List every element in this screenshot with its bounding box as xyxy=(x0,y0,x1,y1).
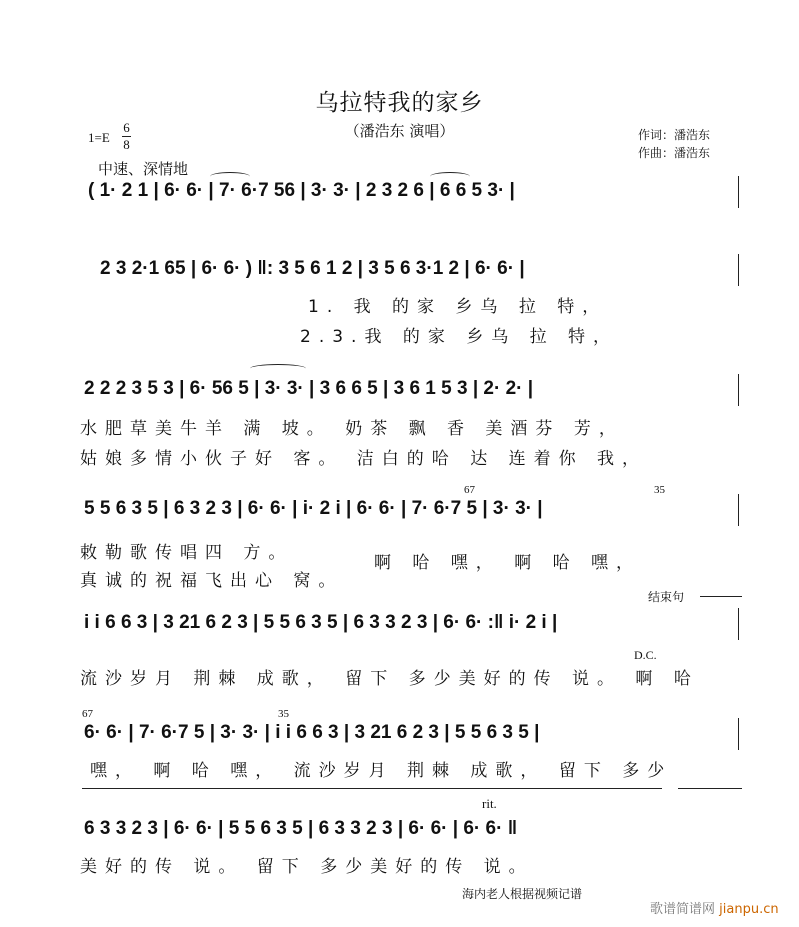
tie xyxy=(210,172,250,181)
lyric-line: 美好的传 说。 留下 多少美好的传 说。 xyxy=(80,857,534,877)
ending-bracket xyxy=(700,596,742,597)
staff-line-5 xyxy=(78,612,758,652)
section-line xyxy=(678,788,742,789)
time-signature: 6 8 xyxy=(123,120,130,152)
staff-line-1 xyxy=(78,180,758,220)
notes: ( 1· 2 1 | 6· 6· | 7· 6·7 56 | 3· 3· | 2 3 2 6 | 6 6 5 3· | xyxy=(88,180,515,201)
lyric-line: 流沙岁月 荆棘 成歌， 留下 多少美好的传 说。 啊 哈 xyxy=(80,669,699,689)
grace-note: 67 xyxy=(464,484,475,496)
grace-note: 35 xyxy=(278,708,289,720)
barline xyxy=(738,608,739,640)
staff-line-3 xyxy=(78,378,758,418)
grace-note: 35 xyxy=(654,484,665,496)
lyric-verse-2: 真诚的祝福飞出心 窝。 xyxy=(80,571,344,591)
da-capo: D.C. xyxy=(634,648,657,662)
composer: 作曲：潘浩东 xyxy=(638,146,711,160)
notes: 6 3 3 2 3 | 6· 6· | 5 5 6 3 5 | 6 3 3 2 3 | 6· 6· | 6· 6· ‖ xyxy=(84,818,518,839)
key-signature: 1=E xyxy=(88,130,110,145)
transcriber-note: 海内老人根据视频记谱 xyxy=(462,887,583,901)
lyric-refrain: 啊 哈 嘿， 啊 哈 嘿， xyxy=(374,553,642,573)
lyric-verse-1: 1. 我 的家 乡乌 拉 特， xyxy=(308,297,608,317)
barline xyxy=(738,718,739,750)
notes: 6· 6· | 7· 6·7 5 | 3· 3· | i i 6 6 3 | 3 21 6 2 3 | 5 5 6 3 5 | xyxy=(84,722,540,743)
notes: 2 3 2·1 65 | 6· 6· ) ‖: 3 5 6 1 2 | 3 5 6 3·1 2 | 6· 6· | xyxy=(100,258,525,279)
tempo-marking: 中速、深情地 xyxy=(98,160,189,178)
barline xyxy=(738,494,739,526)
barline xyxy=(738,176,739,208)
lyric-verse-1: 敕勒歌传唱四 方。 xyxy=(80,543,294,563)
lyric-verse-2: 2.3.我 的家 乡乌 拉 特， xyxy=(300,327,619,347)
section-line xyxy=(82,788,662,789)
performer: （潘浩东 演唱） xyxy=(344,122,455,140)
watermark: 歌谱简谱网 jianpu.cn xyxy=(650,902,779,917)
grace-note: 67 xyxy=(82,708,93,720)
staff-line-4 xyxy=(78,484,758,538)
tie xyxy=(430,172,470,181)
ritardando: rit. xyxy=(482,796,497,811)
barline xyxy=(738,374,739,406)
lyric-verse-2: 姑娘多情小伙子好 客。 洁白的哈 达 连着你 我， xyxy=(80,449,648,469)
notes: 5 5 6 3 5 | 6 3 2 3 | 6· 6· | i· 2 i | 6· 6· | 7· 6·7 5 | 3· 3· | xyxy=(84,498,543,519)
barline xyxy=(738,254,739,286)
lyric-line: 嘿， 啊 哈 嘿， 流沙岁月 荆棘 成歌， 留下 多少 xyxy=(90,761,673,781)
lyricist: 作词：潘浩东 xyxy=(638,128,711,142)
tie xyxy=(250,364,306,373)
lyric-verse-1: 水肥草美牛羊 满 坡。 奶茶 飘 香 美酒芬 芳， xyxy=(80,419,624,439)
notes: i i 6 6 3 | 3 21 6 2 3 | 5 5 6 3 5 | 6 3 3 2 3 | 6· 6· :‖ i· 2 i | xyxy=(84,612,558,633)
ending-label: 结束句 xyxy=(648,590,685,604)
song-title: 乌拉特我的家乡 xyxy=(315,90,484,116)
notes: 2 2 2 3 5 3 | 6· 56 5 | 3· 3· | 3 6 6 5 | 3 6 1 5 3 | 2· 2· | xyxy=(84,378,534,399)
